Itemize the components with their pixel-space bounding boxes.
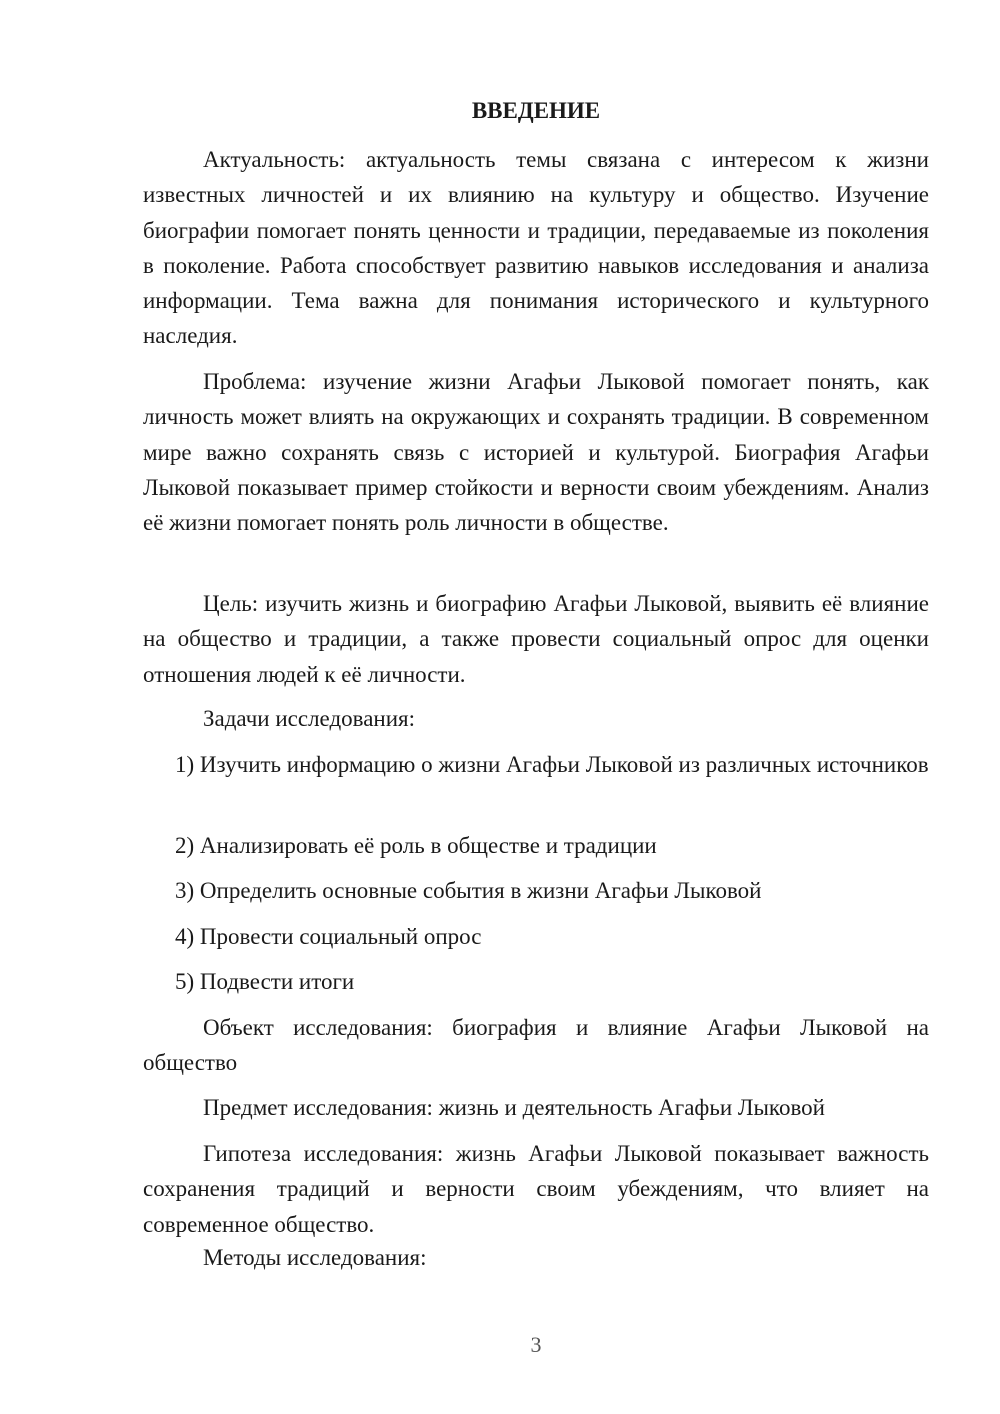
page-number: 3 (530, 1332, 542, 1357)
subject-paragraph: Предмет исследования: жизнь и деятельность Агафьи Лыковой (203, 1095, 825, 1120)
section-title: ВВЕДЕНИЕ (471, 98, 601, 123)
task-item-3: 3) Определить основные события в жизни Агафьи Лыковой (175, 878, 762, 903)
hypothesis-paragraph: Гипотеза исследования: жизнь Агафьи Лыковой показывает важность сохранения традиций и верности своим убеждениям, что влияет на современное общество. (143, 1141, 929, 1237)
task-item-4: 4) Провести социальный опрос (175, 924, 482, 949)
task-item-5: 5) Подвести итоги (175, 969, 355, 994)
task-item-1: 1) Изучить информацию о жизни Агафьи Лыковой из различных источников (175, 752, 929, 777)
task-item-2: 2) Анализировать её роль в обществе и традиции (175, 833, 657, 858)
problem-paragraph: Проблема: изучение жизни Агафьи Лыковой помогает понять, как личность может влиять на окружающих и сохранять традиции. В современном мире важно сохранять связь с историей и культурой. Биография Агафьи Лыковой показывает пример стойкости и верности своим убеждениям. Анализ её жизни помогает понять роль личности в обществе. (143, 369, 929, 536)
relevance-paragraph: Актуальность: актуальность темы связана с интересом к жизни известных личностей и их влиянию на культуру и общество. Изучение биографии помогает понять ценности и традиции, передаваемые из поколения в поколение. Работа способствует развитию навыков исследования и анализа информации. Тема важна для понимания исторического и культурного наследия. (143, 147, 929, 349)
goal-paragraph: Цель: изучить жизнь и биографию Агафьи Лыковой, выявить её влияние на общество и традиции, а также провести социальный опрос для оценки отношения людей к её личности. (143, 591, 929, 687)
tasks-heading: Задачи исследования: (203, 706, 416, 731)
methods-heading: Методы исследования: (203, 1245, 427, 1270)
object-paragraph: Объект исследования: биография и влияние Агафьи Лыковой на общество (143, 1015, 929, 1076)
